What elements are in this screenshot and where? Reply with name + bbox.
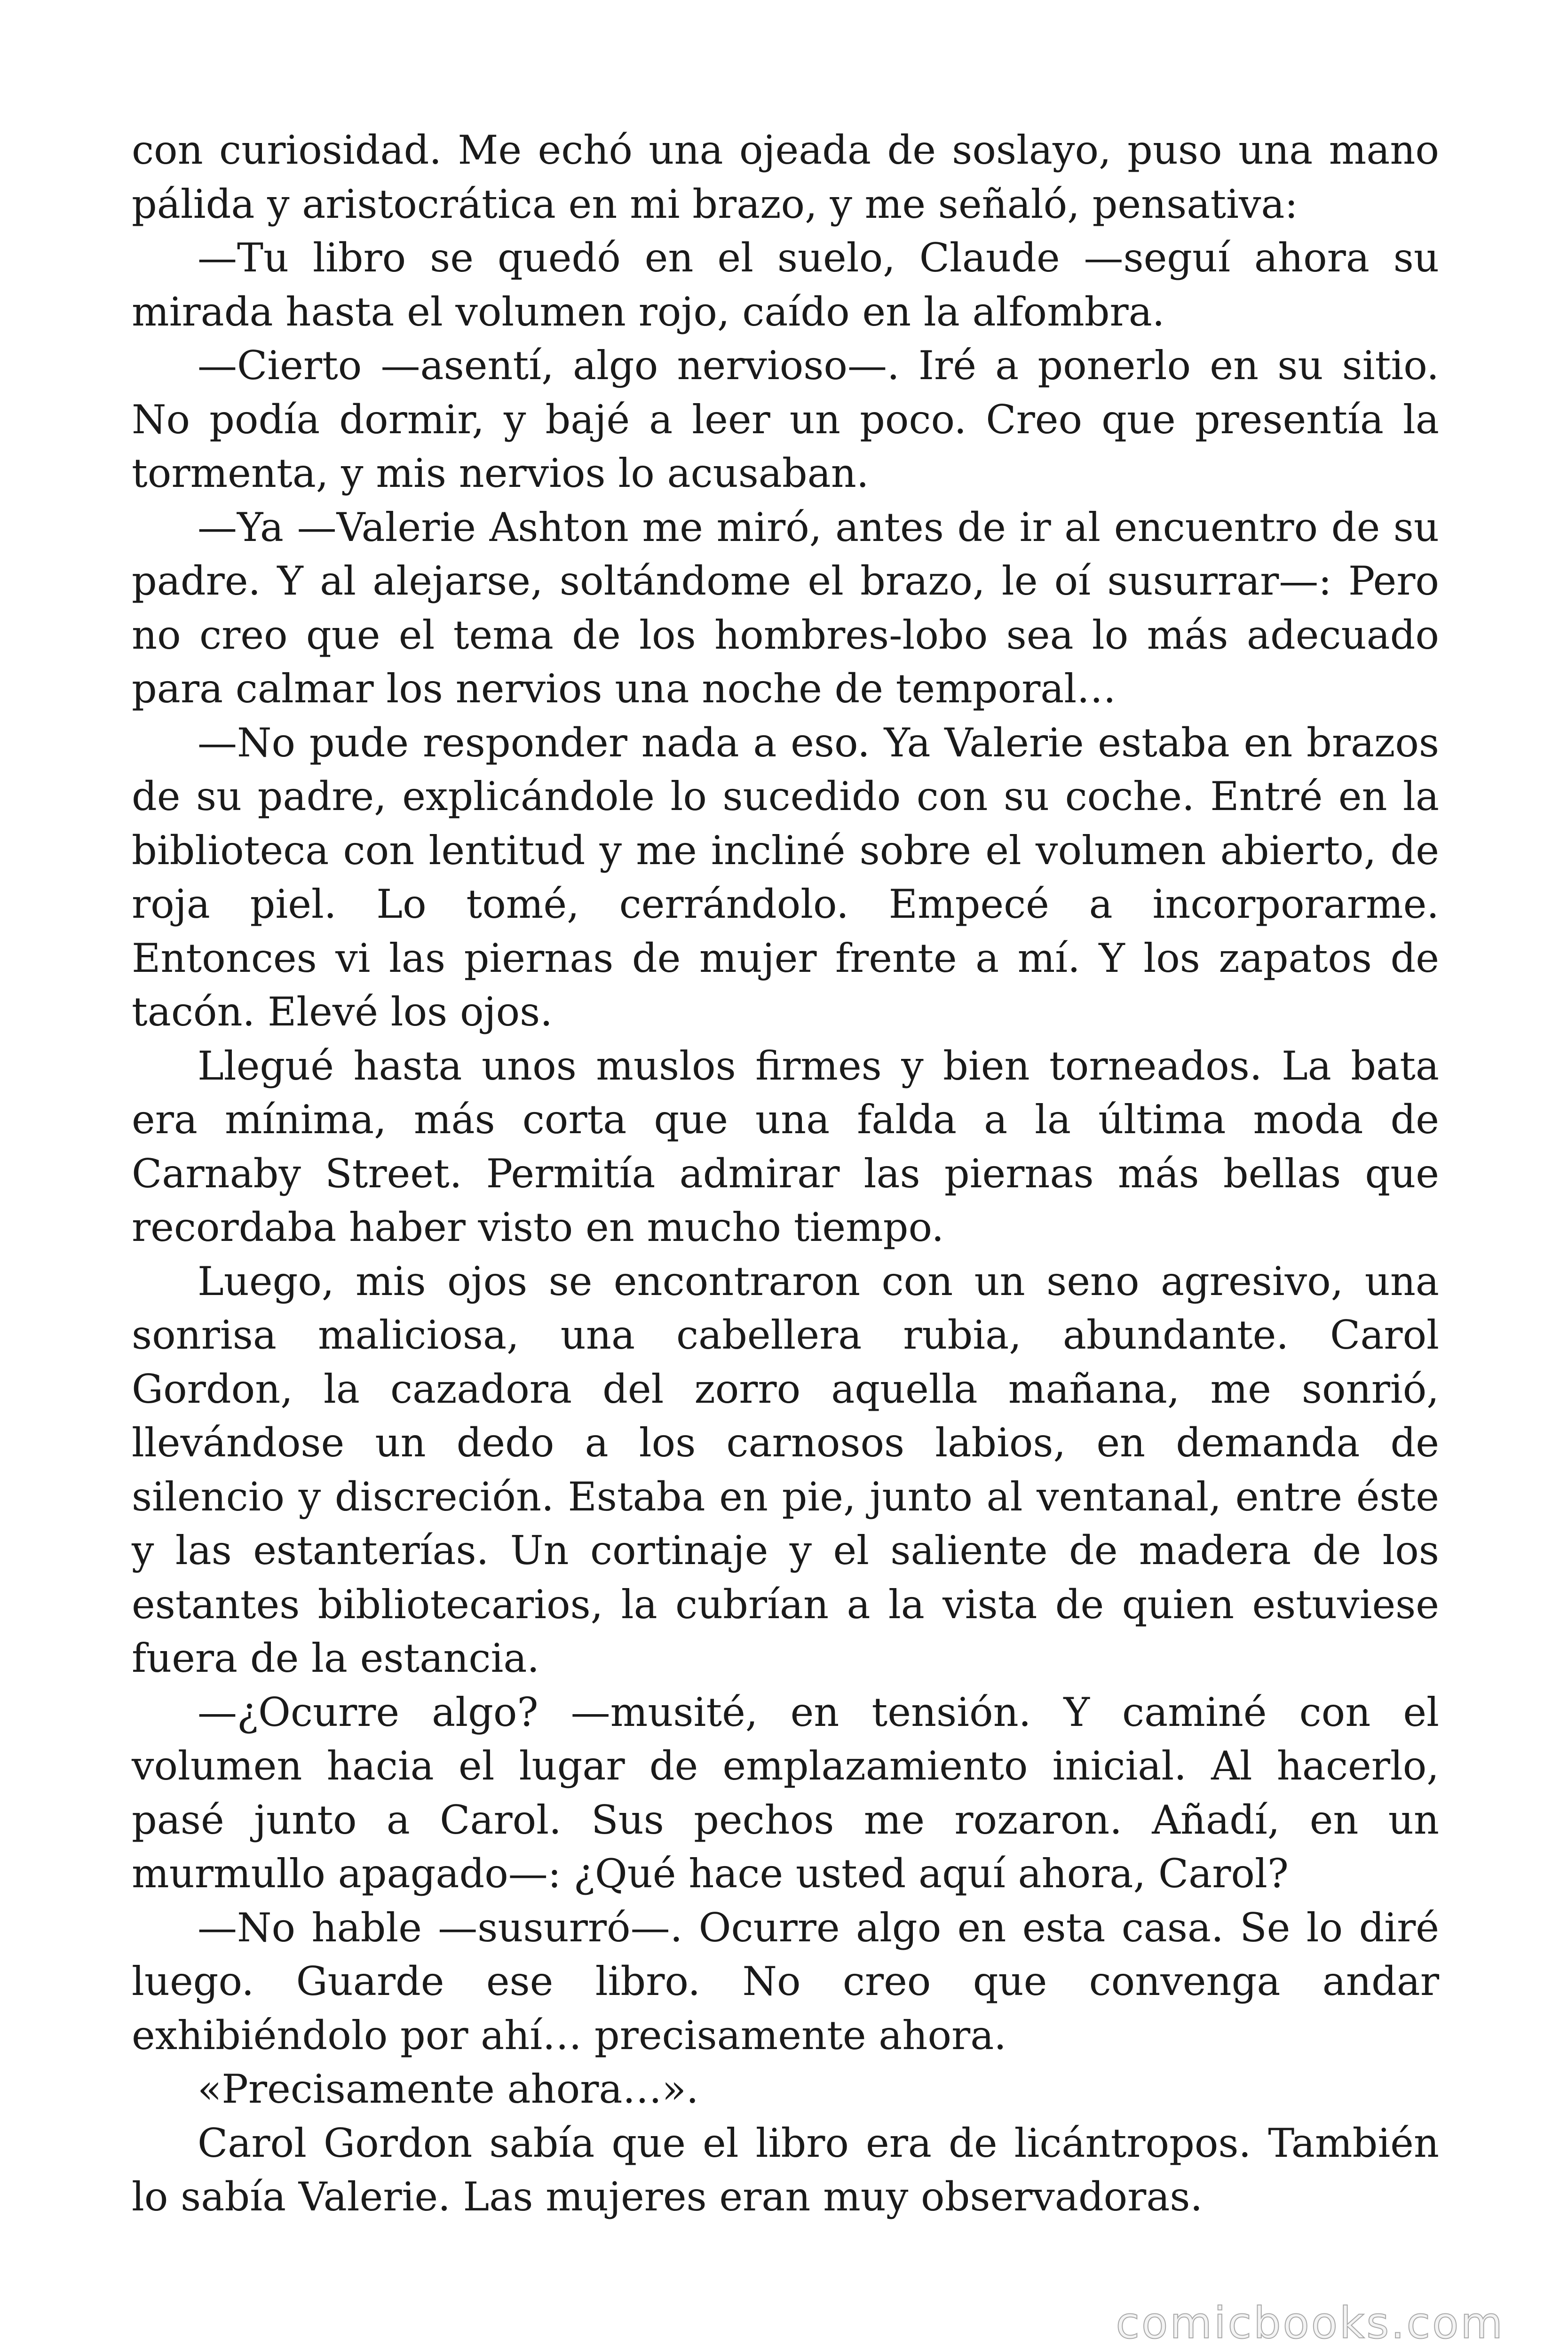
paragraph-7: Luego, mis ojos se encontraron con un seno agresivo, una sonrisa maliciosa, una cabellera rubia, abundante. Carol Gordon, la cazadora del zorro aquella mañana, me sonrió, llevándose un dedo a los carnosos labios, en demanda de silencio y discreción. Estaba en pie, junto al ventanal, entre éste y las estanterías. Un cortinaje y el saliente de madera de los estantes bibliotecarios, la cubrían a la vista de quien estuviese fuera de la estancia. (132, 1258, 1439, 1681)
page-body (132, 123, 1439, 2224)
paragraph-1: con curiosidad. Me echó una ojeada de soslayo, puso una mano pálida y aristocrática en mi brazo, y me señaló, pensativa: (132, 127, 1439, 227)
paragraph-8: —¿Ocurre algo? —musité, en tensión. Y caminé con el volumen hacia el lugar de emplazamiento inicial. Al hacerlo, pasé junto a Carol. Sus pechos me rozaron. Añadí, en un murmullo apagado—: ¿Qué hace usted aquí ahora, Carol? (132, 1689, 1439, 1897)
paragraph-2: —Tu libro se quedó en el suelo, Claude —seguí ahora su mirada hasta el volumen rojo, caído en la alfombra. (132, 235, 1439, 335)
paragraph-5: —No pude responder nada a eso. Ya Valerie estaba en brazos de su padre, explicándole lo sucedido con su coche. Entré en la biblioteca con lentitud y me incliné sobre el volumen abierto, de roja piel. Lo tomé, cerrándolo. Empecé a incorporarme. Entonces vi las piernas de mujer frente a mí. Y los zapatos de tacón. Elevé los ojos. (132, 719, 1439, 1035)
paragraph-6: Llegué hasta unos muslos firmes y bien torneados. La bata era mínima, más corta que una falda a la última moda de Carnaby Street. Permitía admirar las piernas más bellas que recordaba haber visto en mucho tiempo. (132, 1042, 1439, 1250)
paragraph-4: —Ya —Valerie Ashton me miró, antes de ir al encuentro de su padre. Y al alejarse, soltándome el brazo, le oí susurrar—: Pero no creo que el tema de los hombres-lobo sea lo más adecuado para calmar los nervios una noche de temporal… (132, 504, 1439, 712)
paragraph-11: Carol Gordon sabía que el libro era de licántropos. También lo sabía Valerie. Las mujeres eran muy observadoras. (132, 2120, 1439, 2220)
paragraph-10: «Precisamente ahora…». (198, 2066, 699, 2112)
paragraph-3: —Cierto —asentí, algo nervioso—. Iré a ponerlo en su sitio. No podía dormir, y bajé a leer un poco. Creo que presentía la tormenta, y mis nervios lo acusaban. (132, 342, 1439, 496)
paragraph-9: —No hable —susurró—. Ocurre algo en esta casa. Se lo diré luego. Guarde ese libro. No creo que convenga andar exhibiéndolo por ahí… precisamente ahora. (132, 1904, 1439, 2058)
site-watermark: comicbooks.com (1116, 2298, 1505, 2348)
